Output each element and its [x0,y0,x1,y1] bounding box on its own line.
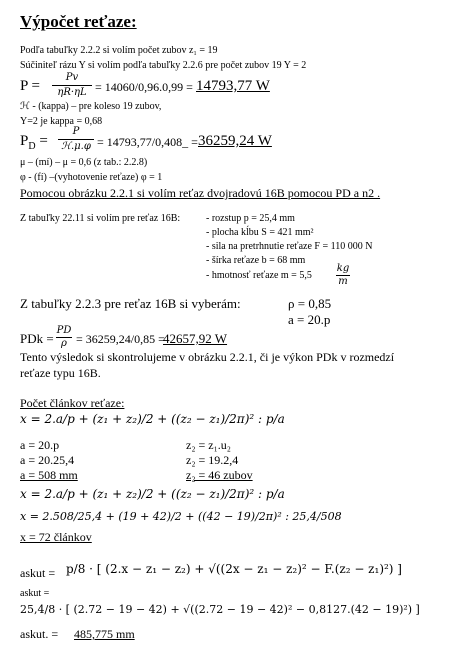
pd-result: 36259,24 W [198,133,272,149]
pd-lhs [20,133,48,155]
page-title: Výpočet reťaze: [20,12,137,31]
mu-line: μ – (mí) – μ = 0,6 (z tab.: 2.2.8) [20,157,148,168]
pdk-result: 42657,92 W [163,331,228,346]
mass-unit-fraction [336,263,350,288]
power-result: 14793,77 W [196,78,270,94]
pdk-calc: = 36259,24/0,85 = [76,332,165,346]
intro-line-1: Podľa tabuľky 2.2.2 si volím počet zubov z₁ = 19 [20,45,218,56]
askut-formula-2: 25,4/8 · [ (2.72 − 19 − 42) + √((2.72 − 19 − 42)² − 0,8127.(42 − 19)²) ] [20,603,420,616]
power-calc: = 14060/0,96.0,99 = [95,80,193,94]
power-fraction [52,72,92,99]
kappa-value: Y=2 je kappa = 0,68 [20,116,103,127]
pd-subscript: D [28,141,36,152]
chain-selection: Pomocou obrázku 2.2.1 si volím reťaz dvojradovú 16B pomocou PD a n2 . [20,186,381,200]
a-step-3: a = 508 mm [20,468,78,482]
links-result: x = 72 článkov [20,530,92,544]
a-step-1: a = 20.p [20,438,60,452]
askut-label-1: askut = [20,566,56,580]
a-step-2: a = 20.25,4 [20,453,75,467]
kappa-definition: ℋ - (kappa) – pre koleso 19 zubov, [20,101,162,112]
links-heading: Počet článkov reťaze: [20,396,125,410]
fraction-bar [52,85,92,86]
askut-result: 485,775 mm [74,627,135,641]
links-formula-2: x = 2.a/p + (z₁ + z₂)/2 + ((z₂ − z₁)/2π)² : p/a [20,487,285,501]
a-definition: a = 20.p [288,312,331,327]
table-223-line: Z tabuľky 2.2.3 pre reťaz 16B si vyberám: [20,296,241,311]
pdk-frac-num: PD [56,325,72,336]
pdk-check-line-2: reťaze typu 16B. [20,366,101,380]
mass-unit-den: m [338,276,348,287]
links-substitution: x = 2.508/25,4 + (19 + 42)/2 + ((42 − 19)/2π)² : 25,4/508 [20,510,342,523]
pd-symbol: P [20,133,29,149]
mass-unit-num: kg [336,263,350,274]
intro-line-2: Súčiniteľ rázu Y si volím podľa tabuľky 2.2.6 pre počet zubov 19 Y = 2 [20,60,307,71]
z2-step-1: z₂ = z₁.u₂ [186,438,231,452]
phi-line: φ - (fí) –(vyhotovenie reťaze) φ = 1 [20,172,163,183]
rho-value: ρ = 0,85 [288,296,332,311]
z2-step-2: z₂ = 19.2,4 [186,453,239,467]
chain-param-pitch: - rozstup p = 25,4 mm [206,213,295,224]
askut-label-3: askut. = [20,627,59,641]
power-frac-den: ηR·ηL [57,87,87,98]
power-frac-num: Pv [65,72,79,83]
power-lhs: P = [20,78,40,94]
table-2211-label: Z tabuľky 22.11 si volím pre reťaz 16B: [20,213,181,224]
pdk-lhs: PDk = [20,331,54,346]
pd-frac-num: P [72,126,80,137]
chain-param-width: - šírka reťaze b = 68 mm [206,255,306,266]
chain-param-force: - sila na pretrhnutie reťaze F = 110 000 N [206,241,373,252]
pd-eq: = [39,133,48,149]
pd-frac-den: ℋ.μ.φ [61,141,91,152]
askut-formula-1: p/8 · [ (2.x − z₁ − z₂) + √((2x − z₁ − z₂)² − F.(z₂ − z₁)²) ] [66,562,402,576]
z2-step-3: z₂ = 46 zubov [186,468,253,482]
askut-label-2: askut = [20,588,50,599]
pd-fraction [58,126,94,153]
pdk-frac-den: ρ [61,338,67,349]
pdk-fraction [56,325,72,350]
chain-param-area: - plocha kĺbu S = 421 mm² [206,227,314,238]
links-formula: x = 2.a/p + (z₁ + z₂)/2 + ((z₂ − z₁)/2π)² : p/a [20,412,285,426]
fraction-bar [58,139,94,140]
chain-param-mass: - hmotnosť reťaze m = 5,5 [206,270,312,281]
pdk-check-line-1: Tento výsledok si skontrolujeme v obrázku 2.2.1, či je výkon PDk v rozmedzí [20,350,395,364]
pd-calc: = 14793,77/0,408_ = [97,135,198,149]
